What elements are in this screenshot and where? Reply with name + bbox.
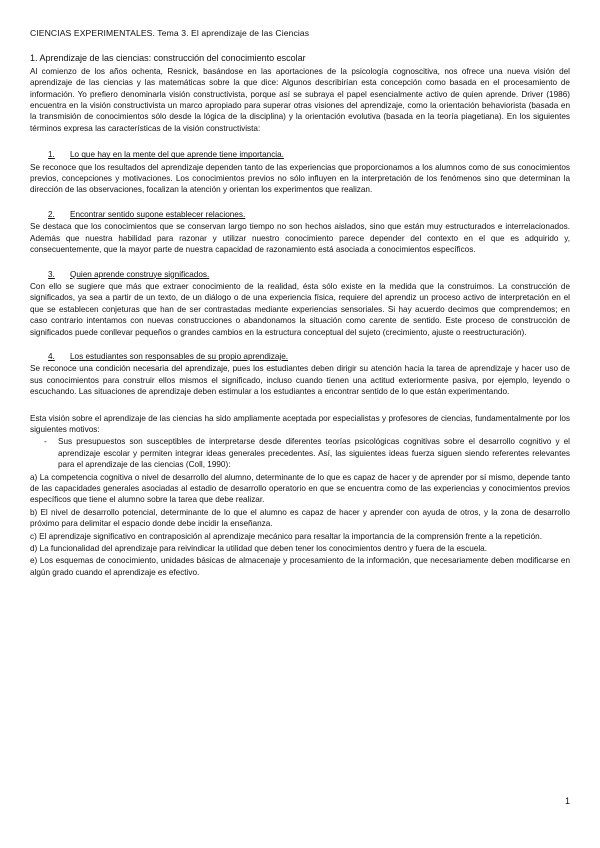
point-1 (30, 149, 570, 196)
point-text: Con ello se sugiere que más que extraer conocimiento de la realidad, ésta sólo existe en la medida que la construimos. La construcción de significados, ya sea a partir de un texto, de un diálogo o de una experiencia física, requiere del aprendiz un proceso activo de interpretación en el que se establecen conjeturas que han de ser contrastadas mediante experiencias sensoriales. Si hay acuerdo decimos que comprendemos; en caso contrario intentamos con nuevas construcciones o abandonamos la situación como carente de sentido. Este proceso de construcción de significados puede conllevar pequeños o grandes cambios en la estructura conceptual del sujeto (crecimiento, ajuste o reestructuración). (30, 281, 570, 337)
point-heading (30, 351, 570, 362)
intro-paragraph: Al comienzo de los años ochenta, Resnick, basándose en las aportaciones de la psicología cognoscitiva, nos ofrece una nueva visión del aprendizaje de las ciencias y las matemáticas sobre la que dice: Algunos describirían esta concepción como basada en el procesamiento de información. Yo prefiero denominarla visión constructivista, porque así se subraya el papel esencialmente activo de quien aprende. Driver (1986) encuentra en la visión constructivista un marco apropiado para superar otras visiones del aprendizaje, como la orientación behaviorista (basada en la transmisión de conocimientos sólo desde la lógica de la disciplina) y la orientación evolutiva (basada en la teoría piagetiana). En los siguientes términos expresa las características de la visión constructivista: (30, 66, 570, 133)
point-heading (30, 149, 570, 160)
point-number: 4. (48, 351, 55, 361)
list-item-a: a) La competencia cognitiva o nivel de desarrollo del alumno, determinante de lo que es capaz de hacer y de aprender por sí mismo, depende tanto de las capacidades generales asociadas al estadio de desarrollo operatorio en que se encuentra como de las experiencias y conocimientos previos específicos que tiene el alumno sobre la tarea que debe realizar. (30, 472, 570, 505)
bullet-list (30, 436, 570, 470)
list-item (44, 436, 570, 470)
bullet-dash: - (44, 437, 47, 447)
section-title: 1. Aprendizaje de las ciencias: construcción del conocimiento escolar (30, 53, 306, 64)
running-header: CIENCIAS EXPERIMENTALES. Tema 3. El aprendizaje de las Ciencias (30, 28, 310, 38)
list-item-e: e) Los esquemas de conocimiento, unidades básicas de almacenaje y procesamiento de la información, que necesariamente deben modificarse en algún grado cuando el aprendizaje es efectivo. (30, 556, 570, 577)
bullet-text: Sus presupuestos son susceptibles de interpretarse desde diferentes teorías psicológicas cognitivas sobre el desarrollo cognitivo y el aprendizaje escolar y permiten integrar ideas generales precedentes. Así, las siguientes ideas fuerza siguen siendo referentes relevantes para el aprendizaje de las ciencias (Coll, 1990): (58, 437, 570, 470)
page-number: 1 (564, 796, 570, 806)
point-text: Se reconoce una condición necesaria del aprendizaje, pues los estudiantes deben dirigir su atención hacia la tarea de aprendizaje y hacer uso de sus conocimientos para construir ellos mismos el significado, incluso cuando tienen una actitud exteriormente pasiva, por ejemplo, leyendo o escuchando. Las situaciones de aprendizaje deben estimular a los estudiantes a encontrar sentido de lo que están experimentando. (30, 364, 570, 397)
point-number: 3. (48, 269, 55, 279)
point-text: Se reconoce que los resultados del aprendizaje dependen tanto de las experiencias que proporcionamos a los alumnos como de sus conocimientos previos, concepciones y motivaciones. Los conocimientos previos no sólo influyen en la interpretación de los fenómenos sino que determinan la dirección de las observaciones, focalizan la atención y orientan los experimentos que realizan. (30, 162, 570, 195)
point-4 (30, 351, 570, 398)
point-text: Se destaca que los conocimientos que se conservan largo tiempo no son hechos aislados, sino que están muy estructurados e interrelacionados. Además que nuestra habilidad para razonar y utilizar nuestro conocimiento parece depender del contexto en el que es adquirido y, consecuentemente, que la mayor parte de nuestra capacidad de razonamiento está asociada a conocimientos específicos. (30, 222, 570, 255)
point-heading-text: Los estudiantes son responsables de su propio aprendizaje. (70, 351, 289, 361)
point-heading (30, 209, 570, 220)
point-heading-text: Quien aprende construye significados. (70, 269, 210, 279)
list-item-d: d) La funcionalidad del aprendizaje para reivindicar la utilidad que deben tener los conocimientos dentro y fuera de la escuela. (30, 544, 487, 554)
point-heading-text: Encontrar sentido supone establecer relaciones. (70, 209, 246, 219)
point-heading (30, 269, 570, 280)
list-item-c: c) El aprendizaje significativo en contraposición al aprendizaje mecánico para resaltar la importancia de la comprensión frente a la repetición. (30, 531, 542, 541)
list-item-b: b) El nivel de desarrollo potencial, determinante de lo que el alumno es capaz de hacer y aprender con ayuda de otros, y la zona de desarrollo próximo para delimitar el espacio donde debe incidir la enseñanza. (30, 507, 570, 529)
point-2 (30, 209, 570, 256)
point-number: 2. (48, 209, 55, 219)
point-3 (30, 269, 570, 338)
point-heading-text: Lo que hay en la mente del que aprende tiene importancia. (70, 150, 284, 160)
point-number: 1. (48, 150, 55, 160)
acceptance-paragraph: Esta visión sobre el aprendizaje de las ciencias ha sido ampliamente aceptada por especialistas y profesores de ciencias, fundamentalmente por los siguientes motivos: (30, 413, 570, 434)
